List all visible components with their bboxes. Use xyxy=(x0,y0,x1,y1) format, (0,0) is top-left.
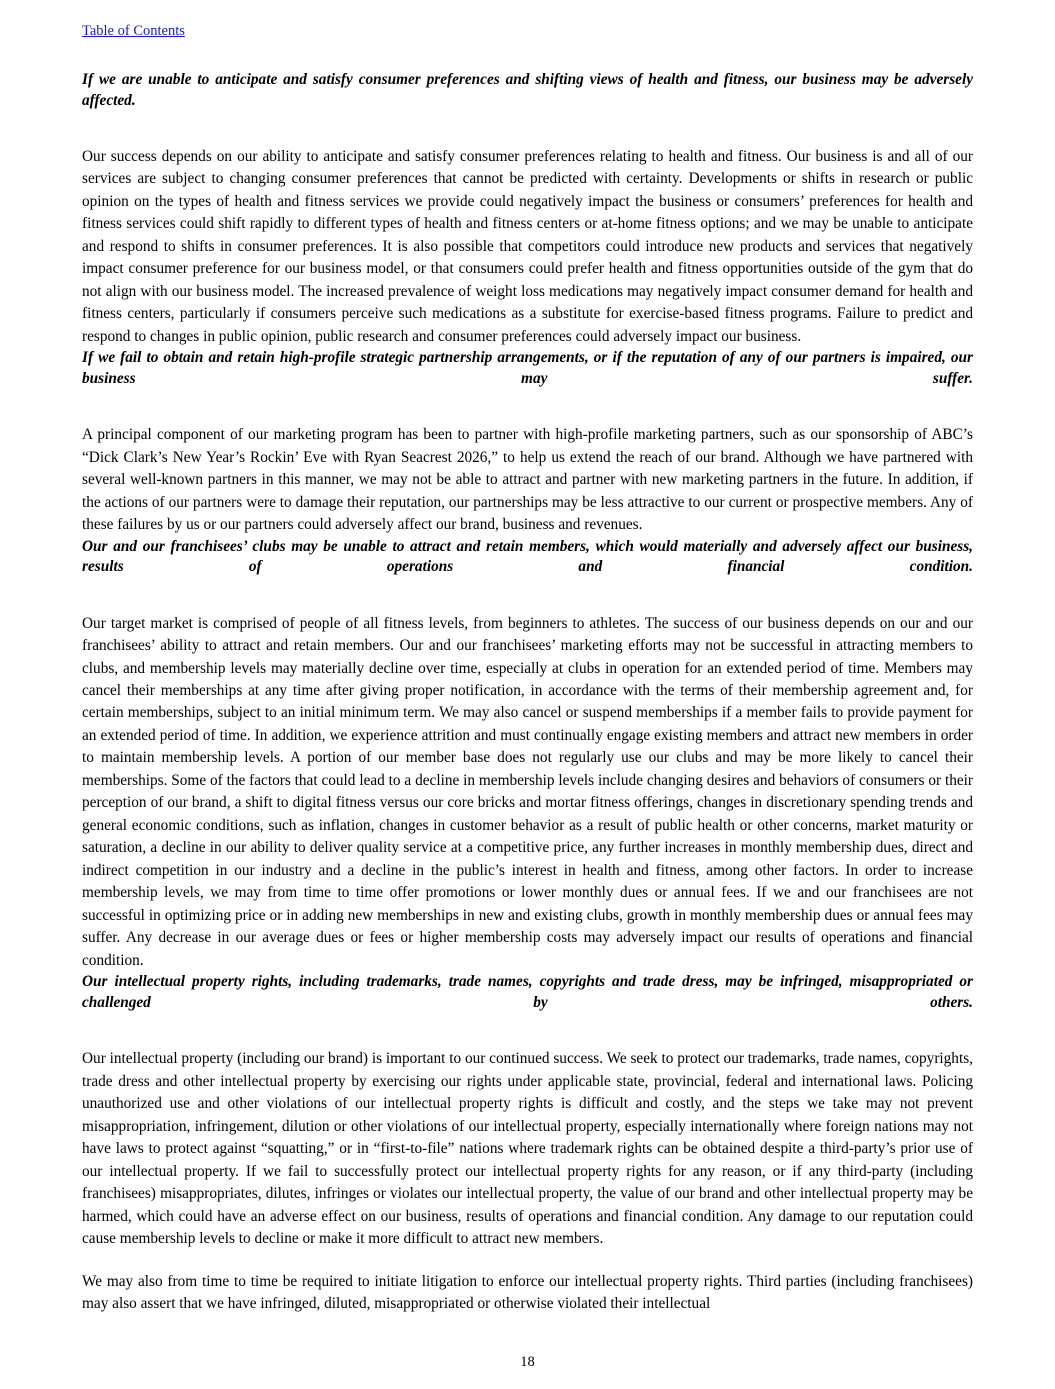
section-heading: If we are unable to anticipate and satisfy consumer preferences and shifting views of health and fitness, our business may be adversely affected. xyxy=(82,71,973,109)
section-heading: Our and our franchisees’ clubs may be unable to attract and retain members, which would materially and adversely affect our business, results of operations and financial condition. xyxy=(82,537,973,576)
section-paragraph: We may also from time to time be required to initiate litigation to enforce our intellectual property rights. Third parties (including franchisees) may also assert that we have infringed, diluted, misappropriated or otherwise violated their intellectual xyxy=(82,1272,973,1313)
section-paragraph: Our intellectual property (including our brand) is important to our continued success. We seek to protect our trademarks, trade names, copyrights, trade dress and other intellectual property by exercising our rights under applicable state, provincial, federal and international laws. Policing unauthorized use and other violations of our intellectual property rights is difficult and costly, and the steps we take may not prevent misappropriation, infringement, dilution or other violations of our intellectual property, especially internationally where foreign nations may not have laws to protect against “squatting,” or in “first-to-file” nations where trademark rights can be obtained despite a third-party’s prior use of our intellectual property. If we fail to successfully protect our intellectual property rights for any reason, or if any third-party (including franchisees) misappropriates, dilutes, infringes or violates our intellectual property, the value of our brand and other intellectual property may be harmed, which could have an adverse effect on our business, results of operations and financial condition. Any damage to our reputation could cause membership levels to decline or make it more difficult to attract new members. xyxy=(82,1050,973,1248)
section-paragraph: Our success depends on our ability to anticipate and satisfy consumer preferences relating to health and fitness. Our business is and all of our services are subject to changing consumer preferences that cannot be predicted with certainty. Developments or shifts in research or public opinion on the types of health and fitness services we provide could negatively impact the business or consumers’ preferences for health and fitness services could shift rapidly to different types of health and fitness centers or at-home fitness options; and we may be unable to anticipate and respond to shifts in consumer preferences. It is also possible that competitors could introduce new products and services that negatively impact consumer preference for our business model, or that consumers could prefer health and fitness opportunities outside of the gym that do not align with our business model. The increased prevalence of weight loss medications may negatively impact consumer demand for health and fitness centers, particularly if consumers perceive such medications as a substitute for exercise-based fitness programs. Failure to predict and respond to changes in public opinion, public research and consumer preferences could adversely impact our business. xyxy=(82,147,973,345)
section-intellectual-property xyxy=(82,972,973,1315)
section-heading: If we fail to obtain and retain high-profile strategic partnership arrangements, or if the reputation of any of our partners is impaired, our business may suffer. xyxy=(82,349,973,387)
section-paragraph: Our target market is comprised of people of all fitness levels, from beginners to athletes. The success of our business depends on our and our franchisees’ ability to attract and retain members. Our and our franchisees’ marketing efforts may not be successful in attracting members to clubs, and membership levels may materially decline over time, especially at clubs in operation for an extended period of time. Members may cancel their memberships at any time after giving proper notification, in accordance with the terms of their membership agreement and, for certain memberships, subject to an initial minimum term. We may also cancel or suspend memberships if a member fails to provide payment for an extended period of time. In addition, we experience attrition and must continually engage existing members and attract new members in order to maintain membership levels. A portion of our member base does not regularly use our clubs and may be more likely to cancel their memberships. Some of the factors that could lead to a decline in membership levels include changing desires and behaviors of consumers or their perception of our brand, a shift to digital fitness versus our core bricks and mortar fitness offerings, changes in discretionary spending trends and general economic conditions, such as inflation, changes in customer behavior as a result of public health or other concerns, market maturity or saturation, a decline in our ability to deliver quality service at a competitive price, any further increases in monthly membership dues, direct and indirect competition in our industry and a decline in the public’s interest in health and fitness, among other factors. In order to increase membership levels, we may from time to time offer promotions or lower monthly dues or annual fees. If we and our franchisees are not successful in optimizing price or in adding new memberships in new and existing clubs, growth in monthly membership dues or annual fees may suffer. Any decrease in our average dues or fees or higher membership costs may adversely impact our results of operations and financial condition. xyxy=(82,614,973,969)
table-of-contents-link[interactable]: Table of Contents xyxy=(82,23,185,39)
page-number: 18 xyxy=(520,1353,535,1370)
section-paragraph: A principal component of our marketing program has been to partner with high-profile marketing partners, such as our sponsorship of ABC’s “Dick Clark’s New Year’s Rockin’ Eve with Ryan Seacrest 2026,” to help us extend the reach of our brand. Although we have partnered with several well-known partners in this manner, we may not be able to attract and partner with new marketing partners in the future. In addition, if the actions of our partners were to damage their reputation, our partnerships may be less attractive to our current or prospective members. Any of these failures by us or our partners could adversely affect our brand, business and revenues. xyxy=(82,426,973,534)
section-strategic-partnerships xyxy=(82,348,973,536)
section-heading: Our intellectual property rights, including trademarks, trade names, copyrights and trade dress, may be infringed, misappropriated or challenged by others. xyxy=(82,973,973,1011)
section-consumer-preferences xyxy=(82,70,973,348)
section-member-attraction-retention xyxy=(82,537,973,973)
